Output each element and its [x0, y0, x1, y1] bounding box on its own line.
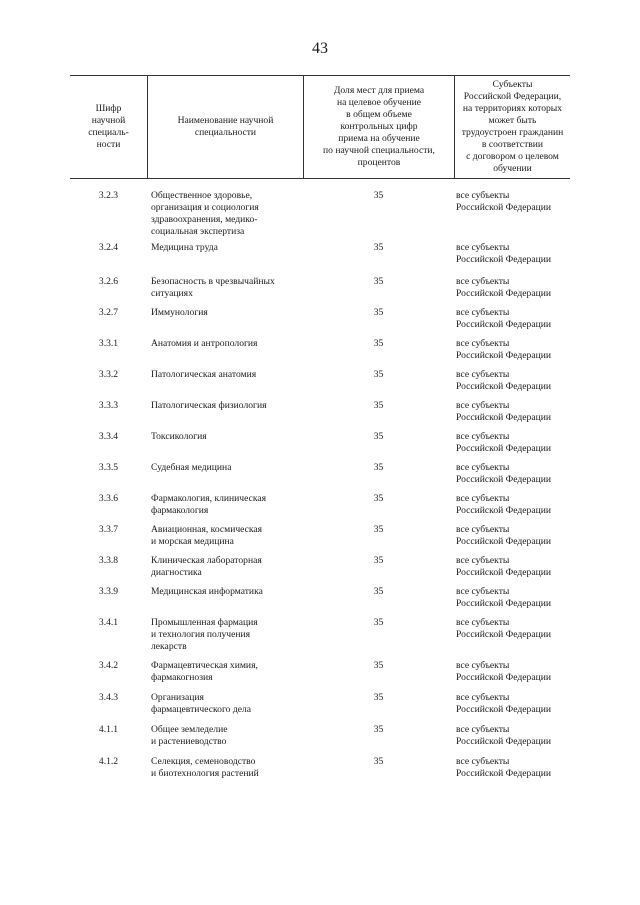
- row-code: 3.3.9: [98, 586, 119, 597]
- row-code: 4.1.2: [98, 756, 119, 767]
- row-subjects: все субъекты Российской Федерации: [456, 756, 551, 779]
- row-share: 35: [373, 276, 384, 287]
- row-subjects: все субъекты Российской Федерации: [456, 338, 551, 361]
- row-name: Медицина труда: [151, 242, 218, 253]
- row-code: 3.3.8: [98, 555, 119, 566]
- table-row: [70, 462, 570, 493]
- row-share: 35: [373, 692, 384, 703]
- row-subjects: все субъекты Российской Федерации: [456, 524, 551, 547]
- row-subjects: все субъекты Российской Федерации: [456, 692, 551, 715]
- row-name: Клиническая лабораторная диагностика: [151, 555, 262, 578]
- table-row: [70, 756, 570, 788]
- row-subjects: все субъекты Российской Федерации: [456, 493, 551, 516]
- row-code: 3.3.4: [98, 431, 119, 442]
- row-share: 35: [373, 586, 384, 597]
- row-code: 3.4.1: [98, 617, 119, 628]
- row-subjects: все субъекты Российской Федерации: [456, 276, 551, 299]
- table-row: [70, 493, 570, 524]
- row-subjects: все субъекты Российской Федерации: [456, 617, 551, 640]
- row-subjects: все субъекты Российской Федерации: [456, 462, 551, 485]
- row-subjects: все субъекты Российской Федерации: [456, 190, 551, 213]
- table-row: [70, 524, 570, 555]
- table-row: [70, 190, 570, 242]
- row-code: 3.3.3: [98, 400, 119, 411]
- row-share: 35: [373, 493, 384, 504]
- table-row: [70, 369, 570, 400]
- row-subjects: все субъекты Российской Федерации: [456, 431, 551, 454]
- row-name: Общее земледелие и растениеводство: [151, 724, 228, 747]
- row-share: 35: [373, 369, 384, 380]
- row-share: 35: [373, 400, 384, 411]
- row-code: 3.3.2: [98, 369, 119, 380]
- table-row: [70, 724, 570, 756]
- row-subjects: все субъекты Российской Федерации: [456, 369, 551, 392]
- header-code: Шифр научной специаль- ности: [88, 103, 129, 150]
- table-row: [70, 400, 570, 431]
- row-subjects: все субъекты Российской Федерации: [456, 724, 551, 747]
- row-share: 35: [373, 555, 384, 566]
- header-share: Доля мест для приема на целевое обучение в общем объеме контрольных цифр приема на обучение по научной специальности, процентов: [303, 76, 454, 178]
- row-code: 3.3.6: [98, 493, 119, 504]
- table-body: [70, 190, 570, 788]
- header-name: Наименование научной специальности: [147, 76, 303, 178]
- row-share: 35: [373, 724, 384, 735]
- row-share: 35: [373, 431, 384, 442]
- row-subjects: все субъекты Российской Федерации: [456, 555, 551, 578]
- row-share: 35: [373, 660, 384, 671]
- row-code: 3.3.5: [98, 462, 119, 473]
- row-name: Фармацевтическая химия, фармакогнозия: [151, 660, 258, 683]
- row-name: Организация фармацевтического дела: [151, 692, 252, 715]
- table-row: [70, 586, 570, 617]
- row-code: 3.2.7: [98, 307, 119, 318]
- row-code: 3.4.3: [98, 692, 119, 703]
- row-subjects: все субъекты Российской Федерации: [456, 307, 551, 330]
- row-name: Судебная медицина: [151, 462, 232, 473]
- row-subjects: все субъекты Российской Федерации: [456, 242, 551, 265]
- table-row: [70, 276, 570, 307]
- row-name: Медицинская информатика: [151, 586, 263, 597]
- row-code: 3.2.3: [98, 190, 119, 201]
- table-row: [70, 431, 570, 462]
- page-number: 43: [312, 40, 328, 57]
- row-share: 35: [373, 190, 384, 201]
- table-header: [70, 75, 570, 179]
- row-name: Патологическая физиология: [151, 400, 267, 411]
- row-share: 35: [373, 524, 384, 535]
- row-name: Селекция, семеноводство и биотехнология растений: [151, 756, 259, 779]
- table-row: [70, 307, 570, 338]
- table-row: [70, 338, 570, 369]
- table-row: [70, 617, 570, 660]
- row-name: Безопасность в чрезвычайных ситуациях: [151, 276, 275, 299]
- row-share: 35: [373, 756, 384, 767]
- row-name: Фармакология, клиническая фармакология: [151, 493, 267, 516]
- row-name: Токсикология: [151, 431, 207, 442]
- table-row: [70, 660, 570, 692]
- row-name: Патологическая анатомия: [151, 369, 257, 380]
- row-name: Промышленная фармация и технология получения лекарств: [151, 617, 258, 652]
- row-code: 3.3.7: [98, 524, 119, 535]
- row-name: Авиационная, космическая и морская медицина: [151, 524, 263, 547]
- row-code: 3.4.2: [98, 660, 119, 671]
- row-code: 3.2.6: [98, 276, 119, 287]
- row-share: 35: [373, 617, 384, 628]
- row-share: 35: [373, 338, 384, 349]
- row-code: 3.3.1: [98, 338, 119, 349]
- table-row: [70, 555, 570, 586]
- row-subjects: все субъекты Российской Федерации: [456, 400, 551, 423]
- row-name: Иммунология: [151, 307, 208, 318]
- row-subjects: все субъекты Российской Федерации: [456, 660, 551, 683]
- row-code: 3.2.4: [98, 242, 119, 253]
- row-share: 35: [373, 462, 384, 473]
- row-name: Анатомия и антропология: [151, 338, 258, 349]
- row-code: 4.1.1: [98, 724, 119, 735]
- row-name: Общественное здоровье, организация и социология здравоохранения, медико- социальная экспертиза: [151, 190, 259, 237]
- header-subjects: Субъекты Российской Федерации, на территориях которых может быть трудоустроен гражданин в соответствии с договором о целевом обучении: [454, 76, 570, 178]
- row-subjects: все субъекты Российской Федерации: [456, 586, 551, 609]
- table-row: [70, 692, 570, 724]
- row-share: 35: [373, 242, 384, 253]
- row-share: 35: [373, 307, 384, 318]
- table-row: [70, 242, 570, 276]
